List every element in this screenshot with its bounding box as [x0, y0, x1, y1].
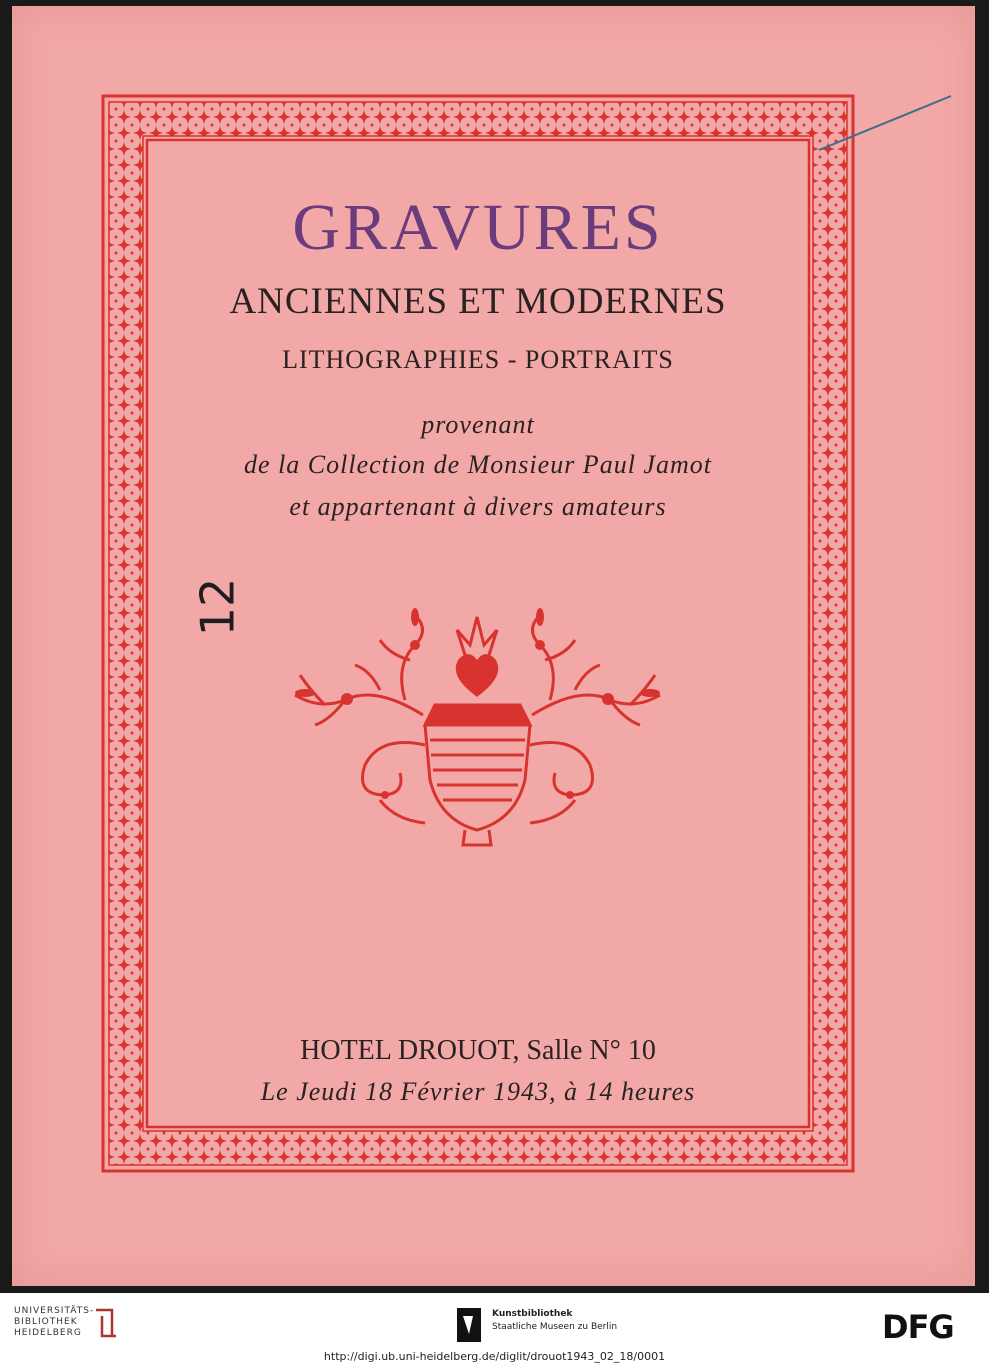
provenance-line-2: de la Collection de Monsieur Paul Jamot: [244, 450, 712, 479]
handwritten-number: 12: [190, 577, 245, 637]
permalink-url[interactable]: http://digi.ub.uni-heidelberg.de/diglit/drouot1943_02_18/0001: [323, 1350, 666, 1363]
sale-venue: HOTEL DROUOT, Salle N° 10: [300, 1035, 656, 1066]
kunstbibliothek-logo-icon[interactable]: [455, 1306, 483, 1344]
kunstbibliothek-subtitle: Staatliche Museen zu Berlin: [492, 1322, 618, 1332]
ub-text-line: HEIDELBERG: [14, 1328, 82, 1338]
catalogue-subtitle: ANCIENNES ET MODERNES: [229, 281, 727, 322]
ub-text-line: UNIVERSITÄTS-: [14, 1306, 95, 1316]
ub-text-line: BIBLIOTHEK: [14, 1317, 78, 1327]
vase-ornament-icon: [285, 605, 670, 855]
kunstbibliothek-title: Kunstbibliothek: [492, 1309, 573, 1319]
pen-stroke-mark: [815, 90, 955, 160]
ub-heidelberg-logo-text[interactable]: [14, 1306, 94, 1339]
sale-date: Le Jeudi 18 Février 1943, à 14 heures: [260, 1077, 696, 1106]
catalogue-title: GRAVURES: [292, 191, 664, 264]
catalogue-categories: LITHOGRAPHIES - PORTRAITS: [282, 345, 674, 374]
dfg-logo[interactable]: DFG: [882, 1308, 954, 1346]
provenance-line-3: et appartenant à divers amateurs: [289, 492, 667, 521]
provenance-line-1: provenant: [421, 410, 535, 439]
ub-heidelberg-logo-icon[interactable]: [92, 1306, 120, 1340]
